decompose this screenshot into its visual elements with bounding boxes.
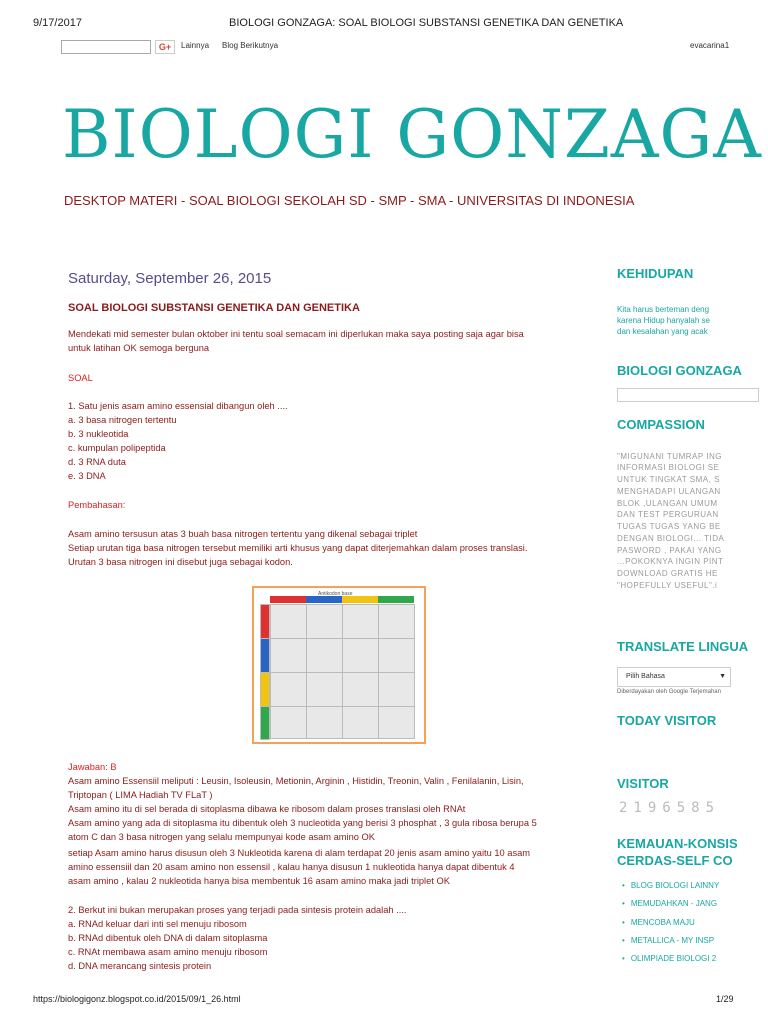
print-url: https://biologigonz.blogspot.co.id/2015/09/1_26.html [33, 994, 241, 1004]
sidebar-heading-compassion: COMPASSION [617, 417, 705, 432]
q2-option-d: d. DNA merancang sintesis protein [68, 961, 212, 971]
compassion-line-11: DOWNLOAD GRATIS HE [617, 569, 718, 578]
sidebar-link[interactable]: • OLIMPIADE BIOLOGI 2 [622, 954, 716, 963]
codon-table-image[interactable] [252, 586, 426, 744]
compassion-line-2: INFORMASI BIOLOGI SE [617, 463, 720, 472]
compassion-line-1: "MIGUNANI TUMRAP ING [617, 452, 722, 461]
kehidupan-line-3: dan kesalahan yang acak [617, 327, 708, 336]
post-date: Saturday, September 26, 2015 [68, 270, 272, 287]
jawaban-line-3: Asam amino itu di sel berada di sitoplasma dibawa ke ribosom dalam proses translasi oleh RNAt [68, 804, 466, 814]
compassion-line-9: PASWORD , PAKAI YANG [617, 546, 722, 555]
jawaban-line-1: Asam amino Essensiil meliputi : Leusin, Isoleusin, Metionin, Arginin , Histidin, Treonin, Valin , Fenilalanin, Lisin, [68, 776, 524, 786]
jawaban-line-4: Asam amino yang ada di sitoplasma itu dibentuk oleh 3 nucleotida yang berisi 3 phosphat , 3 gula ribosa berupa 5 [68, 818, 537, 828]
soal-heading: SOAL [68, 373, 93, 383]
codon-cell [378, 604, 415, 639]
navbar-search-input[interactable] [61, 40, 151, 54]
sidebar-heading-visitor: VISITOR [617, 776, 669, 791]
jawaban-heading: Jawaban: B [68, 762, 117, 772]
next-link[interactable]: Lainnya [181, 41, 210, 50]
pembahasan-line-1: Asam amino tersusun atas 3 buah basa nitrogen tertentu yang dikenal sebagai triplet [68, 529, 418, 539]
header-g [378, 596, 414, 603]
kehidupan-line-1: Kita harus berteman deng [617, 305, 710, 314]
row-u [260, 604, 270, 640]
print-date: 9/17/2017 [33, 17, 82, 29]
q2-option-c: c. RNAt membawa asam amino menuju ribosom [68, 947, 268, 957]
compassion-line-5: BLOK ,ULANGAN UMUM [617, 499, 718, 508]
compassion-line-6: DAN TEST PERGURUAN [617, 510, 719, 519]
codon-cell [306, 672, 343, 707]
blog-description: DESKTOP MATERI - SOAL BIOLOGI SEKOLAH SD - SMP - SMA - UNIVERSITAS DI INDONESIA [64, 193, 635, 208]
jawaban-line-5: atom C dan 3 basa nitrogen yang selalu mempunyai kode asam amino OK [68, 832, 375, 842]
q2-option-a: a. RNAd keluar dari inti sel menuju ribosom [68, 919, 247, 929]
sidebar-heading-kehidupan: KEHIDUPAN [617, 266, 694, 281]
jawaban-line-2: Triptopan ( LIMA Hadiah TV FLaT ) [68, 790, 213, 800]
print-title: BIOLOGI GONZAGA: SOAL BIOLOGI SUBSTANSI GENETIKA DAN GENETIKA [229, 17, 624, 29]
question-2: 2. Berkut ini bukan merupakan proses yang terjadi pada sintesis protein adalah .... [68, 905, 407, 915]
codon-cell [306, 638, 343, 673]
pembahasan-line-3: Urutan 3 basa nitrogen ini disebut juga sebagai kodon. [68, 557, 293, 567]
blog-title[interactable]: BIOLOGI GONZAGA [62, 96, 762, 173]
post-title[interactable]: SOAL BIOLOGI SUBSTANSI GENETIKA DAN GENETIKA [68, 302, 360, 314]
language-select-value: Pilih Bahasa [626, 673, 665, 680]
q2-option-b: b. RNAd dibentuk oleh DNA di dalam sitoplasma [68, 933, 268, 943]
question-1: 1. Satu jenis asam amino essensial dibangun oleh .... [68, 401, 288, 411]
q1-option-d: d. 3 RNA duta [68, 457, 126, 467]
codon-cell [342, 638, 379, 673]
pembahasan-heading: Pembahasan: [68, 500, 126, 510]
jawaban-line-6: setiap Asam amino harus disusun oleh 3 Nukleotida karena di alam terdapat 20 jenis asam amino yaitu 10 asam [68, 848, 531, 858]
codon-cell [270, 638, 307, 673]
sidebar-search-input[interactable] [617, 388, 759, 402]
codon-cell [378, 706, 415, 739]
codon-cell [306, 604, 343, 639]
compassion-line-10: ...POKOKNYA INGIN PINT [617, 557, 724, 566]
print-page-number: 1/29 [716, 994, 734, 1004]
user-account-link[interactable]: evacarina1 [690, 41, 730, 50]
sidebar-heading-translate: TRANSLATE LINGUA [617, 639, 749, 654]
q1-option-e: e. 3 DNA [68, 471, 106, 481]
kehidupan-line-2: karena Hidup hanyalah se [617, 316, 710, 325]
language-select[interactable] [617, 667, 731, 687]
sidebar-heading-kemauan-2: CERDAS-SELF CO [617, 853, 733, 868]
q1-option-a: a. 3 basa nitrogen tertentu [68, 415, 177, 425]
codon-cell [306, 706, 343, 739]
visitor-counter: 2196585 [619, 800, 721, 816]
codon-cell [270, 604, 307, 639]
header-u [270, 596, 306, 603]
codon-cell [270, 672, 307, 707]
header-c [306, 596, 342, 603]
intro-line-2: untuk latihan OK semoga berguna [68, 343, 210, 353]
chevron-down-icon: ▼ [719, 673, 726, 680]
row-a [260, 672, 270, 708]
header-a [342, 596, 378, 603]
q1-option-b: b. 3 nukleotida [68, 429, 129, 439]
sidebar-heading-biologi: BIOLOGI GONZAGA [617, 363, 742, 378]
pembahasan-line-2: Setiap urutan tiga basa nitrogen tersebut memiliki arti khusus yang dapat diterjemahkan dalam proses translasi. [68, 543, 528, 553]
compassion-line-12: "HOPEFULLY USEFUL".i [617, 581, 718, 590]
sidebar-link[interactable]: • METALLICA - MY INSP [622, 936, 714, 945]
q1-option-c: c. kumpulan polipeptida [68, 443, 166, 453]
compassion-line-8: DENGAN BIOLOGI... TIDA [617, 534, 725, 543]
figure-caption: Antikodon base [318, 591, 353, 597]
sidebar-link[interactable]: • MENCOBA MAJU [622, 918, 695, 927]
compassion-line-4: MENGHADAPI ULANGAN [617, 487, 721, 496]
compassion-line-3: UNTUK TINGKAT SMA, S [617, 475, 720, 484]
sidebar-link[interactable]: • BLOG BIOLOGI LAINNY [622, 881, 719, 890]
jawaban-line-8: asam amino , kalau 2 nukleotida hanya bisa membentuk 16 asam amino maka jadi triplet OK [68, 876, 450, 886]
sidebar-heading-today-visitor: TODAY VISITOR [617, 713, 717, 728]
codon-cell [378, 672, 415, 707]
intro-line-1: Mendekati mid semester bulan oktober ini tentu soal semacam ini diperlukan maka saya posting saja agar bisa [68, 329, 524, 339]
jawaban-line-7: amino essensiil dan 20 asam amino non essensil , kalau hanya disusun 1 nukleotida hanya dapat dibentuk 4 [68, 862, 515, 872]
codon-cell [342, 706, 379, 739]
sidebar-link[interactable]: • MEMUDAHKAN - JANG [622, 899, 717, 908]
row-c [260, 638, 270, 674]
compassion-line-7: TUGAS TUGAS YANG BE [617, 522, 721, 531]
codon-cell [270, 706, 307, 739]
codon-cell [342, 672, 379, 707]
sidebar-heading-kemauan-1: KEMAUAN-KONSIS [617, 836, 738, 851]
google-translate-credit[interactable]: Diberdayakan oleh Google Terjemahan [617, 689, 721, 695]
codon-cell [342, 604, 379, 639]
google-plus-button[interactable]: G+ [155, 40, 175, 54]
codon-cell [378, 638, 415, 673]
next-blog-link[interactable]: Blog Berikutnya [222, 41, 279, 50]
row-g [260, 706, 270, 740]
